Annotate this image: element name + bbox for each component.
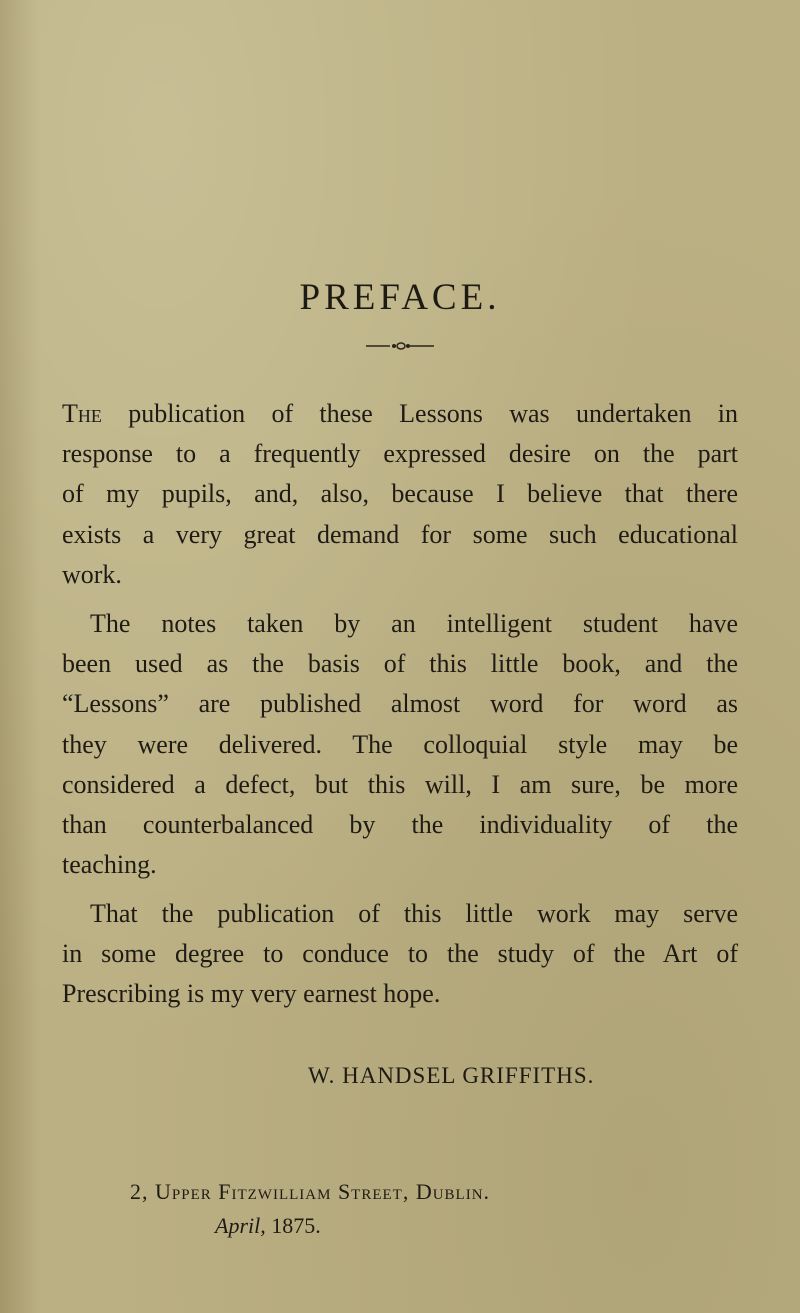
preface-date	[215, 1213, 321, 1239]
text-line: Prescribing is my very earnest hope.	[62, 979, 441, 1008]
text-line	[62, 398, 738, 430]
text-line: than counterbalanced by the individuality of the	[62, 810, 738, 839]
text-line: exists a very great demand for some such educational	[62, 520, 738, 549]
text-line-content: publication of these Lessons was undertaken in	[101, 399, 738, 428]
text-line: work.	[62, 560, 122, 589]
author-address: 2, Upper Fitzwilliam Street, Dublin.	[130, 1179, 491, 1204]
text-line: “Lessons” are published almost word for word as	[62, 689, 738, 718]
author-signature: W. HANDSEL GRIFFITHS.	[308, 1063, 595, 1088]
text-line: in some degree to conduce to the study of the Art of	[62, 939, 738, 968]
text-line: of my pupils, and, also, because I believe that there	[62, 479, 738, 508]
text-line: considered a defect, but this will, I am sure, be more	[62, 770, 738, 799]
date-year: 1875.	[265, 1213, 321, 1238]
text-line: they were delivered. The colloquial style may be	[62, 730, 738, 759]
ornament-divider	[366, 341, 434, 351]
text-line: response to a frequently expressed desire on the part	[62, 439, 738, 468]
page-title: PREFACE.	[299, 277, 501, 318]
lead-word: The	[62, 399, 102, 428]
text-line: That the publication of this little work may serve	[90, 899, 738, 928]
text-line: The notes taken by an intelligent student have	[90, 609, 738, 638]
text-line: been used as the basis of this little book, and the	[62, 649, 738, 678]
date-month: April,	[215, 1213, 266, 1238]
text-line: teaching.	[62, 850, 157, 879]
